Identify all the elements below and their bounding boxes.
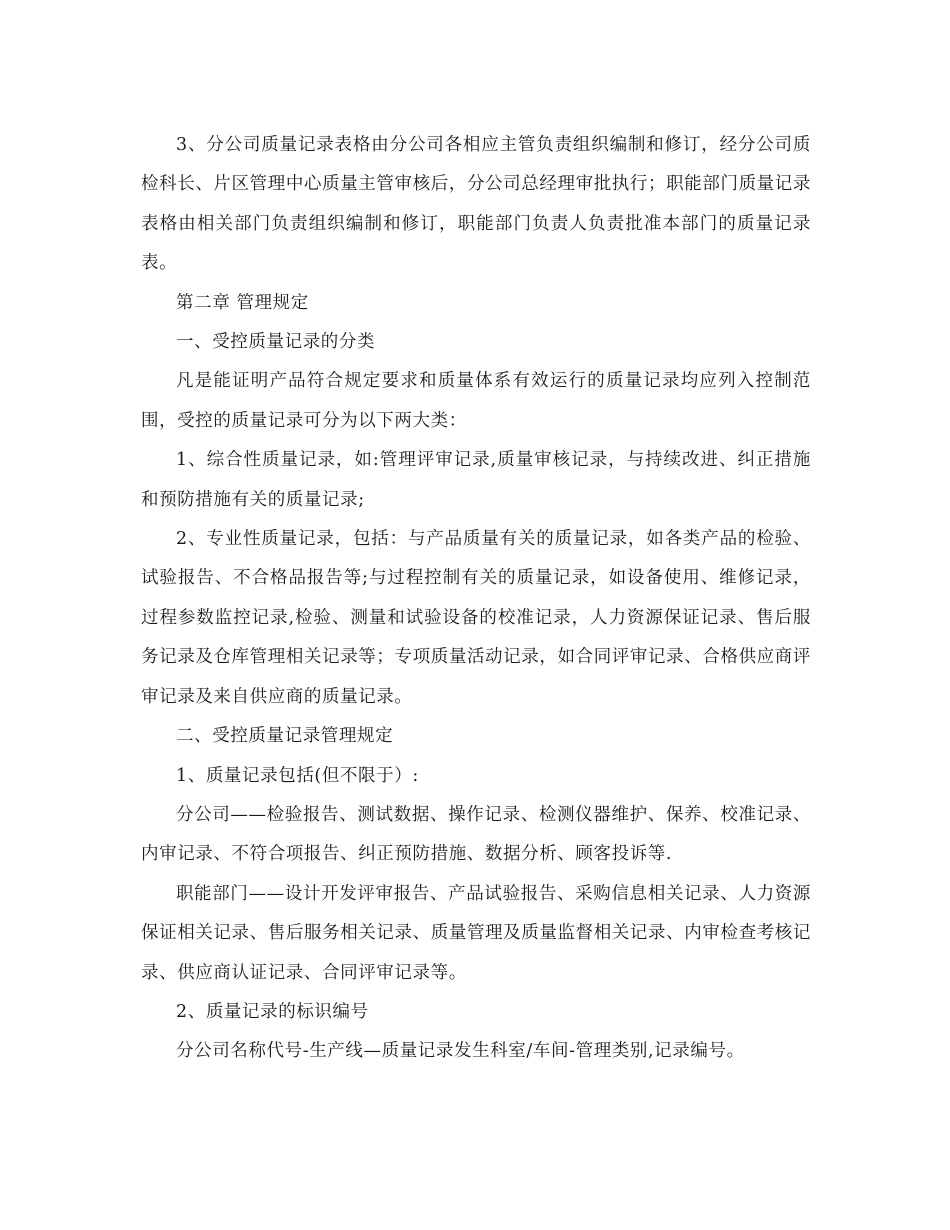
subheading-record-numbering: 2、质量记录的标识编号 — [176, 1001, 369, 1022]
paragraph-approval-rules: 3、分公司质量记录表格由分公司各相应主管负责组织编制和修订，经分公司质检科长、片区管理中心质量主管审核后，分公司总经理审批执行；职能部门质量记录表格由相关部门负责组织编制和修订，职能部门负责人负责批准本部门的质量记录表。 — [141, 135, 811, 274]
document-body — [141, 126, 811, 1072]
section-heading-management-rules: 二、受控质量记录管理规定 — [176, 726, 394, 747]
section-heading-classification: 一、受控质量记录的分类 — [176, 332, 376, 353]
subheading-records-include: 1、质量记录包括(但不限于）: — [176, 765, 419, 786]
paragraph-comprehensive-records: 1、综合性质量记录，如:管理评审记录,质量审核记录，与持续改进、纠正措施和预防措施有关的质量记录; — [141, 450, 811, 510]
paragraph-control-scope: 凡是能证明产品符合规定要求和质量体系有效运行的质量记录均应列入控制范围，受控的质量记录可分为以下两大类： — [141, 371, 811, 431]
paragraph-numbering-format: 分公司名称代号-生产线—质量记录发生科室/车间-管理类别,记录编号。 — [176, 1041, 745, 1062]
paragraph-branch-records: 分公司——检验报告、测试数据、操作记录、检测仪器维护、保养、校准记录、内审记录、不符合项报告、纠正预防措施、数据分析、顾客投诉等. — [141, 804, 811, 865]
paragraph-department-records: 职能部门——设计开发评审报告、产品试验报告、采购信息相关记录、人力资源保证相关记录、售后服务相关记录、质量管理及质量监督相关记录、内审检查考核记录、供应商认证记录、合同评审记录等。 — [141, 883, 811, 983]
paragraph-professional-records: 2、专业性质量记录，包括：与产品质量有关的质量记录，如各类产品的检验、试验报告、不合格品报告等;与过程控制有关的质量记录，如设备使用、维修记录，过程参数监控记录,检验、测量和试验设备的校准记录，人力资源保证记录、售后服务记录及仓库管理相关记录等；专项质量活动记录，如合同评审记录、合格供应商评审记录及来自供应商的质量记录。 — [141, 529, 811, 707]
chapter-heading: 第二章 管理规定 — [176, 292, 309, 313]
